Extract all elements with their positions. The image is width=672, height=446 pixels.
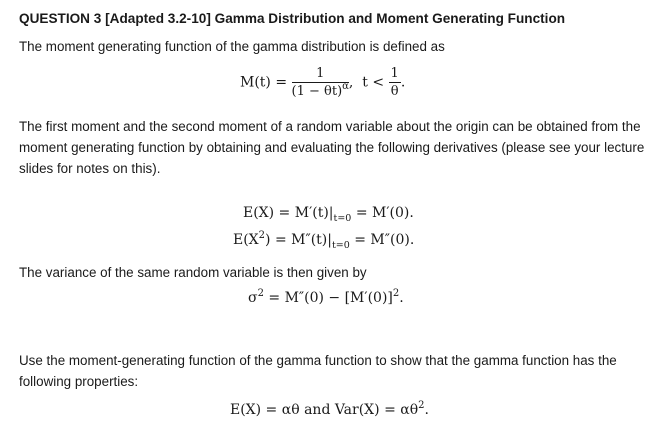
mgf-denominator-base: (1 − θt) bbox=[291, 84, 343, 99]
variance-expression: Var(X) = αθ bbox=[334, 402, 419, 418]
variance-equation bbox=[248, 290, 404, 306]
moments-paragraph: The first moment and the second moment of a random variable about the origin can be obtained from the moment generating function by obtaining and evaluating the following derivatives (please see your lecture slides for notes on this). bbox=[19, 119, 645, 176]
mgf-condition-numerator: 1 bbox=[390, 66, 399, 81]
properties-end: . bbox=[424, 402, 429, 418]
second-moment-right: = M″(0). bbox=[354, 232, 415, 248]
variance-middle: = M″(0) − [M′(0)] bbox=[268, 290, 393, 306]
variance-end: . bbox=[399, 290, 404, 306]
mgf-numerator: 1 bbox=[292, 66, 349, 83]
question-title: QUESTION 3 [Adapted 3.2-10] Gamma Distribution and Moment Generating Function bbox=[19, 11, 566, 26]
mgf-equation bbox=[240, 66, 405, 99]
second-moment-equation bbox=[233, 230, 415, 251]
first-moment-equation bbox=[243, 205, 414, 224]
variance-sigma-sup: 2 bbox=[257, 288, 264, 299]
mean-expression: E(X) = αθ bbox=[230, 402, 300, 418]
first-moment-right: = M′(0). bbox=[355, 205, 414, 221]
second-moment-subscript: t=0 bbox=[331, 240, 350, 251]
first-moment-left: E(X) = M′(t)| bbox=[243, 205, 334, 221]
and-word: and bbox=[304, 402, 331, 418]
mgf-condition-fraction bbox=[389, 66, 401, 99]
mgf-condition-dot: . bbox=[400, 74, 406, 91]
mgf-denominator bbox=[292, 83, 349, 99]
mgf-intro-text: The moment generating function of the gamma distribution is defined as bbox=[19, 39, 445, 54]
variance-intro-text: The variance of the same random variable is then given by bbox=[19, 265, 367, 280]
mgf-comma: , bbox=[348, 74, 354, 91]
mgf-lhs: M(t) = bbox=[240, 74, 288, 91]
properties-equation bbox=[230, 402, 429, 418]
task-paragraph: Use the moment-generating function of the gamma function to show that the gamma function has the following properties: bbox=[19, 353, 617, 389]
variance-expression-sup: 2 bbox=[418, 400, 425, 411]
first-moment-subscript: t=0 bbox=[333, 213, 352, 224]
mgf-denominator-exponent: α bbox=[342, 81, 349, 92]
mgf-condition-denominator: θ bbox=[390, 84, 399, 99]
variance-sigma: σ bbox=[248, 290, 258, 306]
variance-bracket-sup: 2 bbox=[392, 288, 400, 299]
second-moment-left-b: ) = M″(t)| bbox=[265, 232, 332, 248]
second-moment-left-a: E(X bbox=[233, 232, 259, 248]
mgf-fraction bbox=[292, 66, 349, 99]
second-moment-sup: 2 bbox=[258, 230, 266, 241]
mgf-condition: t < bbox=[362, 74, 385, 91]
